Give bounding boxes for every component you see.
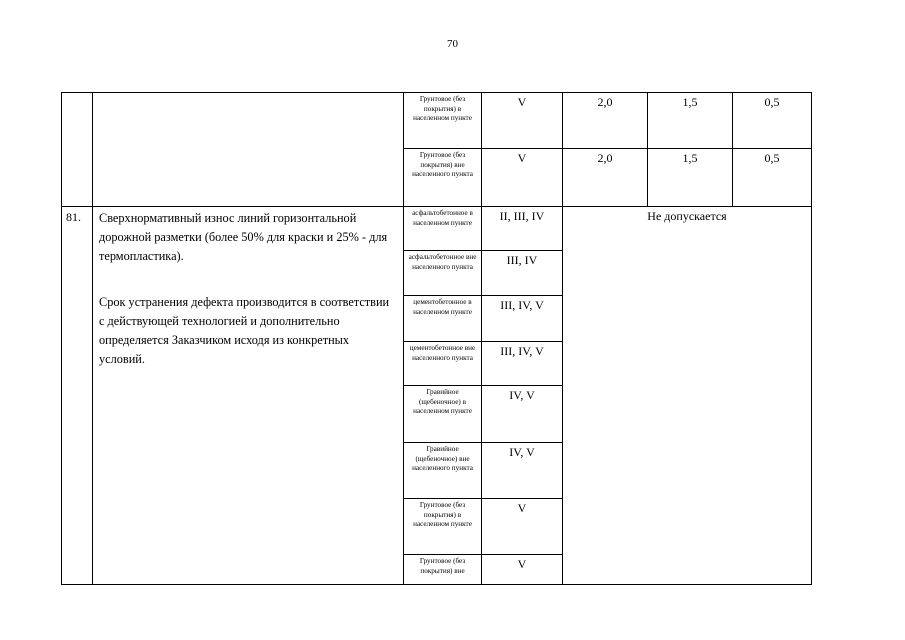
road-class-cell: III, IV, V <box>482 342 563 386</box>
coverage-cell: Грунтовое (без покрытия) в населенном пункте <box>404 93 482 149</box>
coverage-cell: цементобетонное в населенном пункте <box>404 296 482 342</box>
table-row <box>62 93 812 149</box>
value-cell-2: 1,5 <box>648 93 733 149</box>
defects-table <box>61 92 812 585</box>
coverage-cell: Грунтовое (без покрытия) вне населенного пункта <box>404 149 482 207</box>
road-class-cell: V <box>482 93 563 149</box>
road-class-cell: V <box>482 555 563 585</box>
road-class-cell: IV, V <box>482 443 563 499</box>
number-cell-empty <box>62 93 93 207</box>
table-row <box>62 207 812 251</box>
road-class-cell: III, IV <box>482 251 563 296</box>
value-cell-1: 2,0 <box>563 149 648 207</box>
value-cell-2: 1,5 <box>648 149 733 207</box>
page-number: 70 <box>447 38 458 50</box>
value-cell-3: 0,5 <box>733 149 812 207</box>
defect-description: Сверхнормативный износ линий горизонтальной дорожной разметки (более 50% для краски и 25% - для термопластика). <box>99 211 388 263</box>
item-number: 81. <box>62 207 93 585</box>
coverage-cell: асфальтобетонное вне населенного пункта <box>404 251 482 296</box>
coverage-cell: цементобетонное вне населенного пункта <box>404 342 482 386</box>
description-cell-empty <box>93 93 404 207</box>
coverage-cell: Грунтовое (без покрытия) в населенном пункте <box>404 499 482 555</box>
coverage-cell: асфальтобетонное в населенном пункте <box>404 207 482 251</box>
road-class-cell: V <box>482 499 563 555</box>
road-class-cell: II, III, IV <box>482 207 563 251</box>
road-class-cell: III, IV, V <box>482 296 563 342</box>
value-cell-3: 0,5 <box>733 93 812 149</box>
coverage-cell: Гравийное (щебеночное) в населенном пункте <box>404 386 482 443</box>
road-class-cell: IV, V <box>482 386 563 443</box>
road-class-cell: V <box>482 149 563 207</box>
defect-description-cell <box>93 207 404 585</box>
defect-note: Срок устранения дефекта производится в соответствии с действующей технологией и дополнительно определяется Заказчиком исходя из конкретных условий. <box>99 295 390 366</box>
coverage-cell: Гравийное (щебеночное) вне населенного пункта <box>404 443 482 499</box>
coverage-cell: Грунтовое (без покрытия) вне <box>404 555 482 585</box>
value-cell-1: 2,0 <box>563 93 648 149</box>
status-cell: Не допускается <box>563 207 812 585</box>
